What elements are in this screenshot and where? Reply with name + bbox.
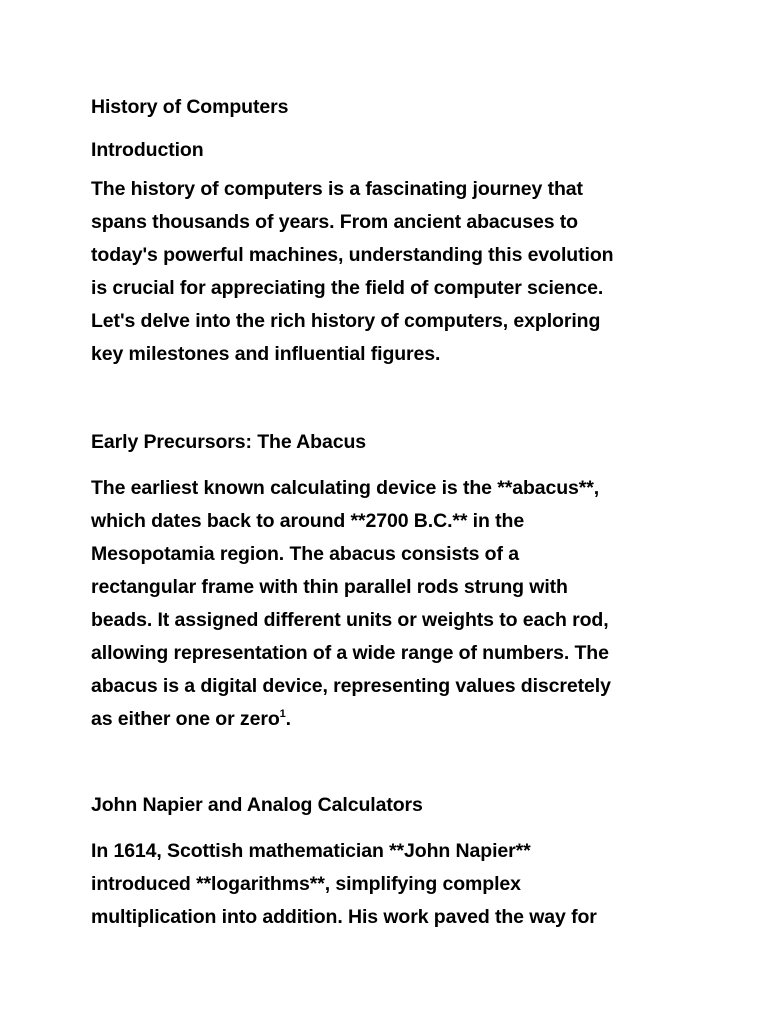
paragraph-line: abacus is a digital device, representing values discretely bbox=[91, 675, 611, 697]
paragraph-line: allowing representation of a wide range of numbers. The bbox=[91, 642, 609, 664]
paragraph-abacus bbox=[91, 472, 691, 736]
paragraph-line: which dates back to around **2700 B.C.** in the bbox=[91, 510, 525, 532]
paragraph-line: is crucial for appreciating the field of computer science. bbox=[91, 277, 604, 299]
paragraph-line-text: as either one or zero bbox=[91, 708, 280, 730]
paragraph-line: In 1614, Scottish mathematician **John Napier** bbox=[91, 840, 531, 862]
section-heading-napier: John Napier and Analog Calculators bbox=[91, 794, 423, 816]
paragraph-line: introduced **logarithms**, simplifying complex bbox=[91, 873, 521, 895]
document-body bbox=[91, 93, 691, 934]
paragraph-line: multiplication into addition. His work paved the way for bbox=[91, 906, 597, 928]
paragraph-line: today's powerful machines, understanding this evolution bbox=[91, 244, 614, 266]
paragraph-napier bbox=[91, 835, 691, 934]
paragraph-line-last bbox=[91, 703, 691, 736]
paragraph-line: The history of computers is a fascinating journey that bbox=[91, 178, 583, 200]
paragraph-line-tail: . bbox=[285, 708, 291, 730]
paragraph-line: The earliest known calculating device is the **abacus**, bbox=[91, 477, 600, 499]
paragraph-line: Let's delve into the rich history of computers, exploring bbox=[91, 310, 601, 332]
footnote-reference[interactable]: 1 bbox=[279, 707, 286, 720]
section-heading-introduction: Introduction bbox=[91, 139, 204, 161]
paragraph-introduction bbox=[91, 173, 691, 371]
paragraph-line: spans thousands of years. From ancient abacuses to bbox=[91, 211, 578, 233]
section-heading-abacus: Early Precursors: The Abacus bbox=[91, 431, 367, 453]
document-title: History of Computers bbox=[91, 96, 289, 118]
paragraph-line: rectangular frame with thin parallel rods strung with bbox=[91, 576, 568, 598]
paragraph-line: key milestones and influential figures. bbox=[91, 343, 441, 365]
paragraph-line: Mesopotamia region. The abacus consists of a bbox=[91, 543, 519, 565]
paragraph-line: beads. It assigned different units or weights to each rod, bbox=[91, 609, 609, 631]
